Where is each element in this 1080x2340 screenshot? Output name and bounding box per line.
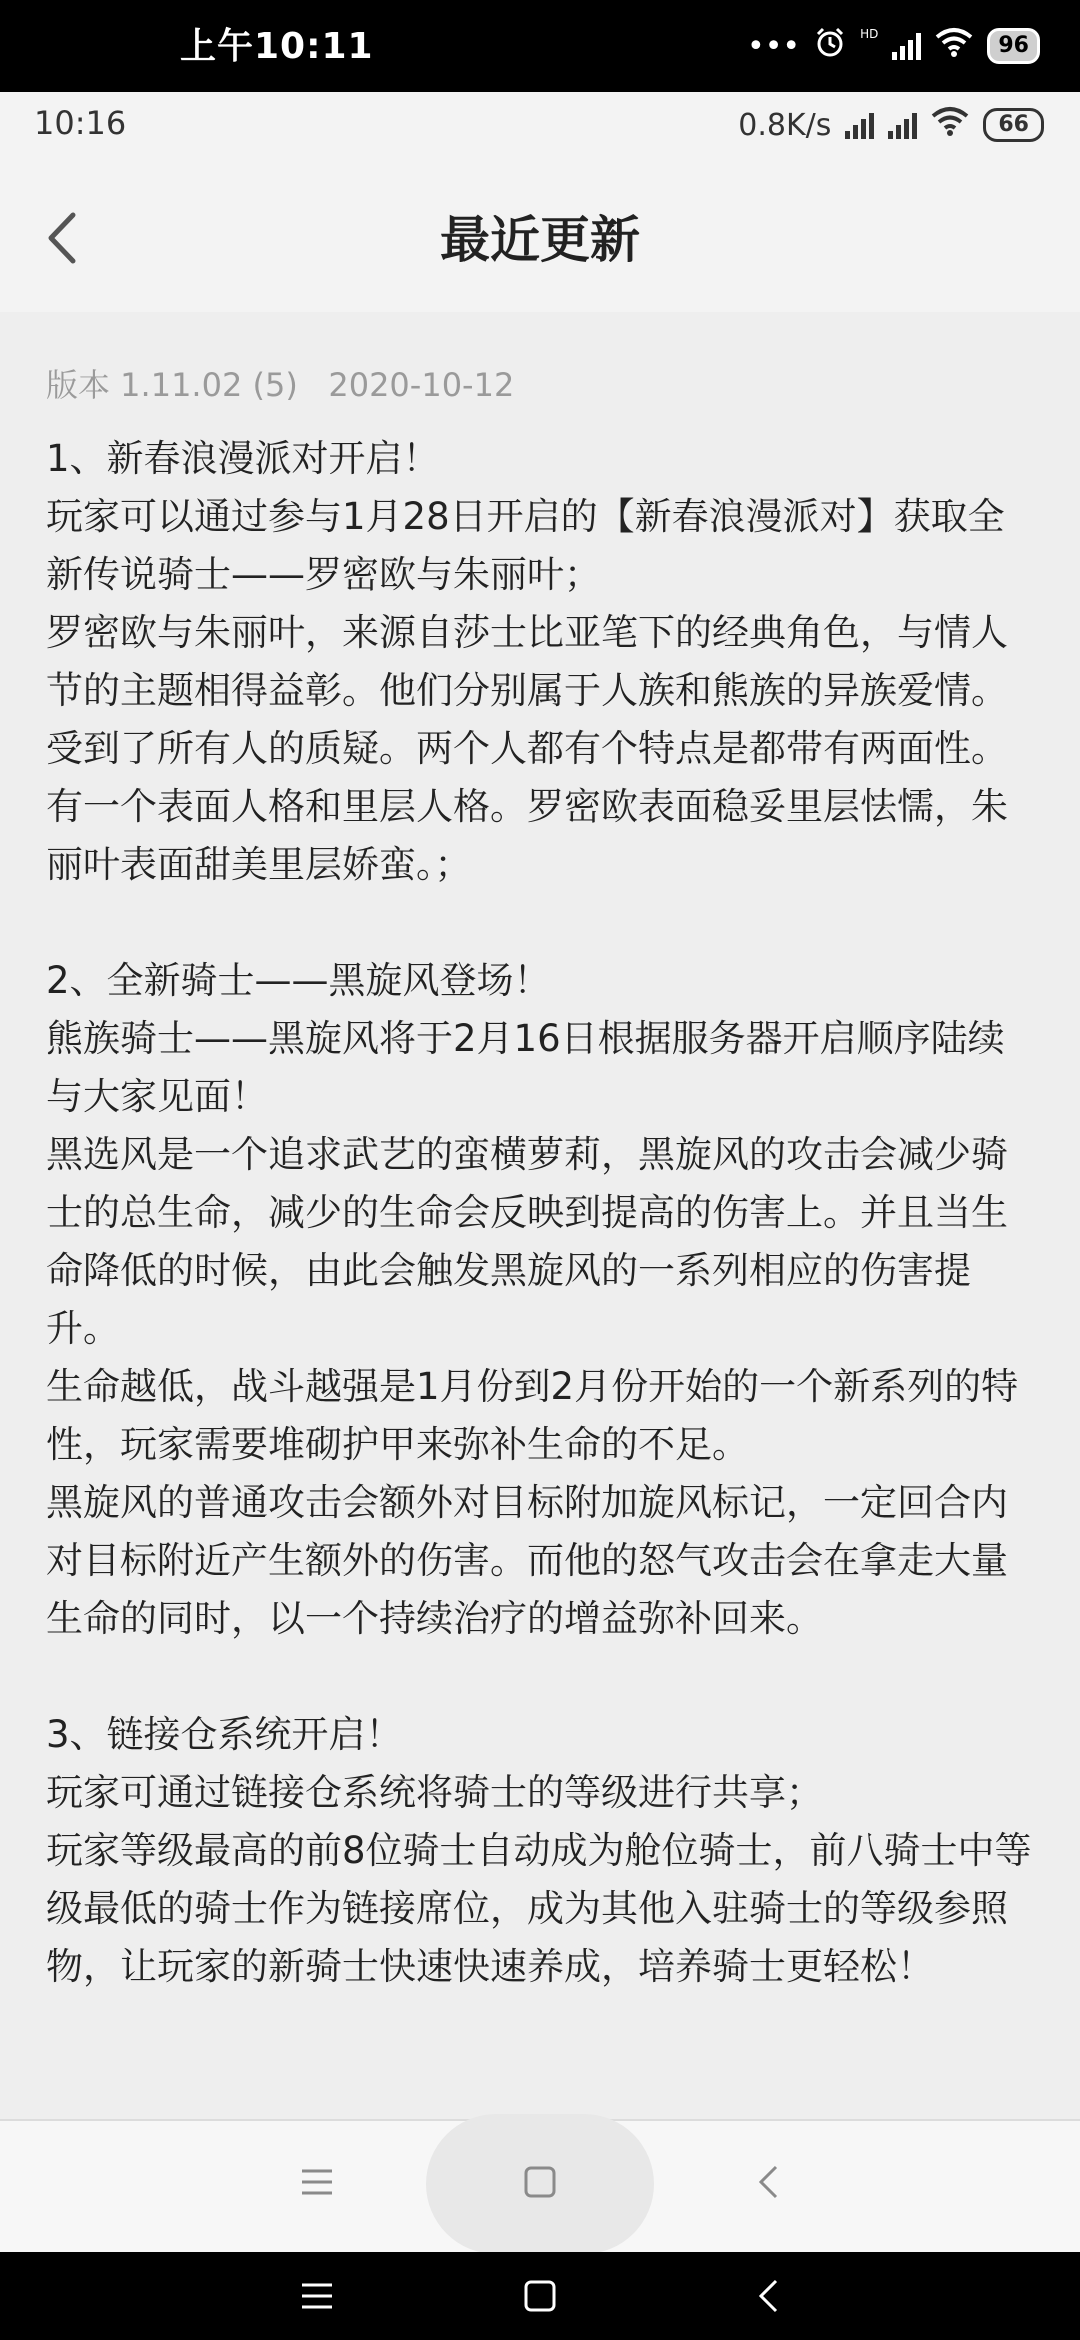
inner-status-icons	[738, 106, 1044, 144]
wifi-icon	[935, 27, 973, 65]
section-text: 黑旋风的普通攻击会额外对目标附加旋风标记，一定回合内对目标附近产生额外的伤害。而他的怒气攻击会在拿走大量生命的同时，以一个持续治疗的增益弥补回来。	[46, 1481, 1008, 1640]
section-text: 罗密欧与朱丽叶，来源自莎士比亚笔下的经典角色，与情人节的主题相得益彰。他们分别属于人族和熊族的异族爱情。受到了所有人的质疑。两个人都有个特点是都带有两面性。有一个表面人格和里层人格。罗密欧表面稳妥里层怯懦，朱丽叶表面甜美里层娇蛮。；	[46, 611, 1008, 886]
version-info	[46, 360, 514, 406]
page-title: 最近更新	[440, 211, 640, 269]
menu-icon	[300, 2167, 334, 2197]
home-icon	[523, 2279, 557, 2313]
outer-clock: 上午10:11	[180, 26, 374, 67]
signal-2-icon	[888, 111, 917, 139]
section-heading: 3、链接仓系统开启！	[46, 1713, 403, 1756]
signal-icon	[845, 111, 874, 139]
outer-navigation-bar	[0, 2252, 1080, 2340]
home-button[interactable]	[510, 2266, 570, 2326]
home-button[interactable]	[510, 2152, 570, 2212]
wifi-icon	[931, 106, 969, 144]
section-text: 黑选风是一个追求武艺的蛮横萝莉，黑旋风的攻击会减少骑士的总生命，减少的生命会反映到提高的伤害上。并且当生命降低的时候，由此会触发黑旋风的一系列相应的伤害提升。	[46, 1133, 1008, 1350]
battery-indicator: 96	[987, 28, 1040, 64]
hd-badge: HD	[860, 27, 879, 41]
outer-status-icons	[747, 22, 1040, 70]
menu-icon	[300, 2281, 334, 2311]
more-dots-icon: •••	[747, 28, 801, 64]
section-heading: 1、新春浪漫派对开启！	[46, 437, 440, 480]
section-heading: 2、全新骑士——黑旋风登场！	[46, 959, 551, 1002]
release-notes	[0, 312, 1080, 2212]
section-text: 玩家可通过链接仓系统将骑士的等级进行共享；	[46, 1771, 823, 1814]
section-text: 玩家等级最高的前8位骑士自动成为舱位骑士，前八骑士中等级最低的骑士作为链接席位，成为其他入驻骑士的等级参照物，让玩家的新骑士快速快速养成，培养骑士更轻松！	[46, 1829, 1032, 1988]
back-icon	[756, 2278, 780, 2314]
back-nav-button[interactable]	[738, 2152, 798, 2212]
network-speed: 0.8K/s	[738, 107, 832, 143]
back-icon	[756, 2164, 780, 2200]
section-text: 玩家可以通过参与1月28日开启的【新春浪漫派对】获取全新传说骑士——罗密欧与朱丽叶；	[46, 495, 1005, 596]
app-screen	[0, 92, 1080, 2252]
section-text: 生命越低，战斗越强是1月份到2月份开始的一个新系列的特性，玩家需要堆砌护甲来弥补生命的不足。	[46, 1365, 1019, 1466]
home-icon	[523, 2165, 557, 2199]
menu-button[interactable]	[287, 2152, 347, 2212]
alarm-icon	[814, 26, 846, 66]
back-nav-button[interactable]	[738, 2266, 798, 2326]
menu-button[interactable]	[287, 2266, 347, 2326]
release-date: 2020-10-12	[328, 366, 515, 404]
battery-indicator: 66	[983, 108, 1044, 142]
inner-clock: 10:16	[34, 104, 127, 142]
release-notes-body	[46, 430, 1036, 1996]
signal-icon	[892, 32, 921, 60]
version-label: 版本 1.11.02 (5)	[46, 366, 298, 404]
inner-status-bar	[0, 92, 1080, 164]
section-text: 熊族骑士——黑旋风将于2月16日根据服务器开启顺序陆续与大家见面！	[46, 1017, 1005, 1118]
page-header	[0, 164, 1080, 312]
outer-status-bar	[0, 0, 1080, 92]
